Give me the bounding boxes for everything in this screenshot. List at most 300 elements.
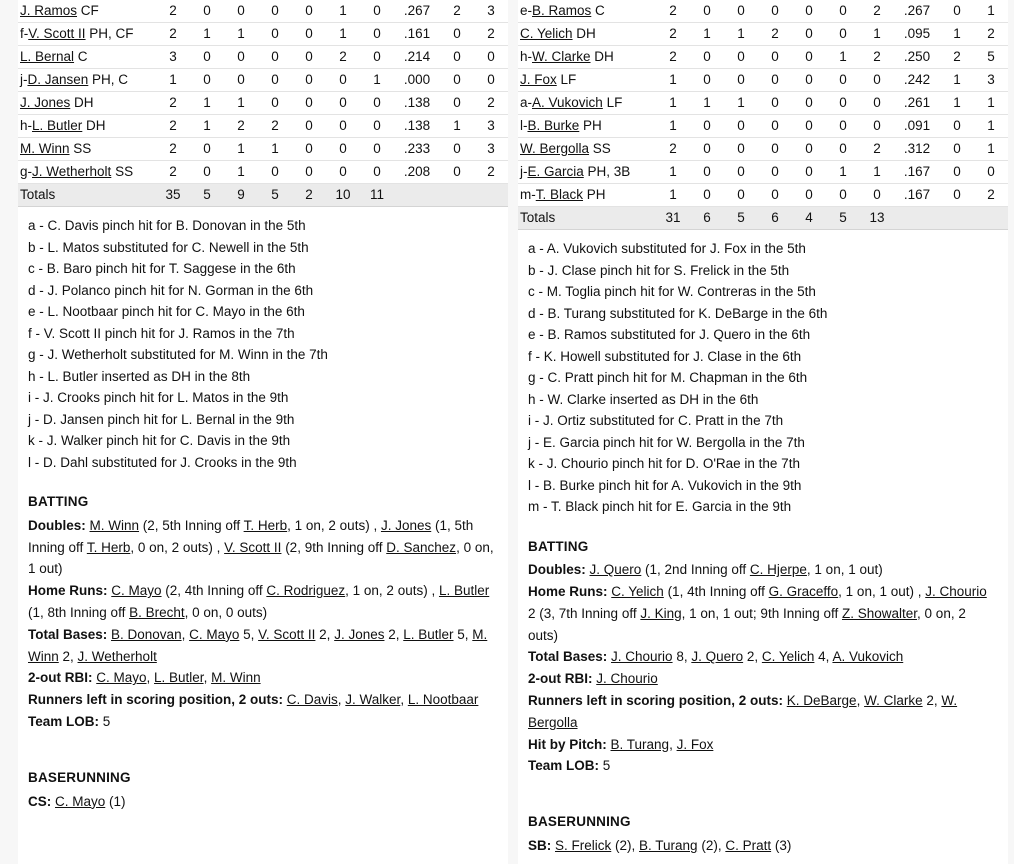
- right-batting-rows: [518, 0, 1008, 230]
- stat-cell: 1: [190, 23, 224, 46]
- stat-cell: 2: [974, 184, 1008, 207]
- stat-cell: 0: [860, 184, 894, 207]
- player-link[interactable]: T. Herb: [86, 539, 131, 555]
- totals-cell-empty: [394, 184, 440, 207]
- player-cell: [18, 92, 156, 115]
- player-link[interactable]: C. Mayo: [111, 583, 162, 599]
- totals-cell-empty: [894, 207, 940, 230]
- totals-cell: 13: [860, 207, 894, 230]
- stat-line-text: 5: [602, 758, 611, 774]
- stat-cell: 1: [974, 115, 1008, 138]
- stat-cell: 0: [724, 115, 758, 138]
- stat-cell: 0: [258, 69, 292, 92]
- stat-cell: 0: [258, 46, 292, 69]
- player-link[interactable]: J. Wetherholt: [32, 164, 112, 179]
- stat-cell: 0: [190, 46, 224, 69]
- totals-cell: 5: [826, 207, 860, 230]
- stat-cell: 1: [360, 69, 394, 92]
- stat-line-label: Hit by Pitch:: [528, 736, 611, 752]
- player-cell: [518, 161, 656, 184]
- totals-cell: 5: [190, 184, 224, 207]
- player-cell: [518, 92, 656, 115]
- stat-cell: 0: [860, 115, 894, 138]
- stat-line: [28, 515, 498, 580]
- player-position: DH: [590, 49, 614, 64]
- stat-cell: 1: [826, 46, 860, 69]
- stat-cell: 2: [156, 161, 190, 184]
- player-link[interactable]: C. Mayo: [189, 626, 240, 642]
- player-position: PH, 3B: [583, 164, 631, 179]
- table-row: [518, 23, 1008, 46]
- stat-cell: 0: [440, 46, 474, 69]
- stat-cell: 0: [292, 138, 326, 161]
- stat-cell: 0: [690, 138, 724, 161]
- stat-line-label: Home Runs:: [528, 584, 612, 600]
- player-link[interactable]: E. Garcia: [527, 164, 584, 179]
- stat-cell: 0: [224, 46, 258, 69]
- player-cell: [518, 184, 656, 207]
- stat-cell: 0: [792, 115, 826, 138]
- stat-line-label: Doubles:: [28, 517, 90, 533]
- stat-cell: 0: [792, 23, 826, 46]
- table-row: [518, 184, 1008, 207]
- player-link[interactable]: J. Jones: [334, 626, 385, 642]
- stat-cell: 0: [792, 0, 826, 23]
- substitution-note: g - J. Wetherholt substituted for M. Winn in the 7th: [28, 347, 328, 362]
- substitution-note: i - J. Crooks pinch hit for L. Matos in the 9th: [28, 390, 289, 405]
- stat-line-text: J. Chourio 8, J. Quero 2, C. Yelich 4, A. Vukovich: [611, 649, 904, 665]
- stat-cell: 0: [190, 161, 224, 184]
- stat-cell: 2: [758, 23, 792, 46]
- player-link[interactable]: W. Clarke: [532, 49, 591, 64]
- stat-line: [28, 689, 498, 711]
- player-link[interactable]: B. Brecht: [129, 604, 185, 620]
- stat-cell: 2: [860, 46, 894, 69]
- left-batting-rows: [18, 0, 508, 207]
- stat-cell: 2: [224, 115, 258, 138]
- right-substitution-notes: [518, 230, 1008, 520]
- substitution-note: j - D. Jansen pinch hit for L. Bernal in the 9th: [28, 411, 295, 427]
- stat-cell: 0: [190, 138, 224, 161]
- player-link[interactable]: J. Walker: [345, 692, 401, 708]
- player-link[interactable]: L. Bernal: [20, 49, 75, 64]
- note-letter: h-: [20, 118, 33, 133]
- table-row: [18, 115, 508, 138]
- stat-line-label: Team LOB:: [528, 758, 603, 774]
- right-baserunning-lines: [528, 835, 998, 857]
- stat-line: [28, 791, 498, 813]
- stat-cell: 2: [258, 115, 292, 138]
- stat-cell: 2: [474, 23, 508, 46]
- player-cell: [18, 0, 156, 23]
- avg-cell: .233: [394, 138, 440, 161]
- stat-cell: 1: [440, 115, 474, 138]
- stat-cell: 1: [724, 23, 758, 46]
- stat-line-label: 2-out RBI:: [528, 671, 597, 687]
- stat-cell: 0: [360, 23, 394, 46]
- stat-cell: 3: [474, 138, 508, 161]
- right-team-panel: [518, 0, 1008, 864]
- note-letter: f-: [20, 26, 29, 41]
- table-row: [518, 92, 1008, 115]
- note-letter: e-: [520, 3, 533, 18]
- stat-line: [28, 624, 498, 668]
- stat-line-text: B. Turang, J. Fox: [610, 736, 714, 752]
- player-link[interactable]: T. Herb: [243, 517, 288, 533]
- player-link[interactable]: C. Mayo: [96, 670, 147, 686]
- player-link[interactable]: M. Winn: [89, 517, 140, 533]
- stat-cell: 0: [360, 0, 394, 23]
- player-cell: [18, 69, 156, 92]
- stat-cell: 1: [724, 92, 758, 115]
- player-cell: [518, 23, 656, 46]
- stat-line: [528, 668, 998, 690]
- player-link[interactable]: J. Ramos: [20, 3, 78, 18]
- substitution-note: f - K. Howell substituted for J. Clase in the 6th: [528, 348, 802, 364]
- stat-cell: 0: [474, 46, 508, 69]
- player-position: PH: [583, 187, 606, 202]
- player-link[interactable]: J. Quero: [589, 562, 642, 578]
- stat-line: [528, 734, 998, 756]
- table-row: [518, 0, 1008, 23]
- stat-cell: 2: [156, 92, 190, 115]
- player-link[interactable]: J. Wetherholt: [77, 648, 157, 664]
- avg-cell: .091: [894, 115, 940, 138]
- stat-line: [528, 690, 998, 734]
- totals-row: [518, 207, 1008, 230]
- player-link[interactable]: J. Jones: [20, 95, 71, 110]
- player-link[interactable]: W. Bergolla: [520, 141, 590, 156]
- player-cell: [18, 23, 156, 46]
- player-link[interactable]: L. Butler: [32, 118, 83, 133]
- player-link[interactable]: A. Vukovich: [832, 649, 904, 665]
- stat-cell: 2: [156, 115, 190, 138]
- player-link[interactable]: J. Chourio: [611, 649, 673, 665]
- player-cell: [18, 138, 156, 161]
- player-link[interactable]: C. Mayo: [55, 793, 106, 809]
- stat-cell: 0: [326, 69, 360, 92]
- avg-cell: .167: [894, 184, 940, 207]
- totals-cell: 2: [292, 184, 326, 207]
- avg-cell: .312: [894, 138, 940, 161]
- stat-cell: 2: [656, 46, 690, 69]
- right-batting-heading: BATTING: [528, 538, 589, 554]
- totals-cell: 31: [656, 207, 690, 230]
- stat-cell: 3: [156, 46, 190, 69]
- substitution-note: k - J. Walker pinch hit for C. Davis in the 9th: [28, 433, 291, 448]
- stat-cell: 0: [326, 92, 360, 115]
- player-position: SS: [111, 164, 134, 179]
- stat-line: [28, 667, 498, 689]
- player-link[interactable]: W. Clarke: [864, 693, 923, 709]
- stat-cell: 2: [156, 0, 190, 23]
- totals-cell-empty: [440, 184, 474, 207]
- substitution-note: d - J. Polanco pinch hit for N. Gorman in the 6th: [28, 282, 314, 298]
- note-letter: h-: [520, 49, 533, 64]
- player-link[interactable]: B. Turang: [639, 838, 698, 854]
- stat-cell: 1: [974, 0, 1008, 23]
- stat-line-text: C. Mayo (1): [55, 793, 126, 809]
- stat-cell: 0: [940, 161, 974, 184]
- player-link[interactable]: J. Fox: [520, 72, 557, 87]
- stat-cell: 0: [326, 161, 360, 184]
- table-row: [518, 161, 1008, 184]
- player-cell: [518, 46, 656, 69]
- avg-cell: .261: [894, 92, 940, 115]
- player-link[interactable]: C. Davis: [286, 692, 338, 708]
- player-link[interactable]: J. Chourio: [596, 671, 658, 687]
- player-link[interactable]: B. Burke: [527, 118, 580, 133]
- stat-cell: 0: [360, 92, 394, 115]
- stat-cell: 0: [724, 0, 758, 23]
- stat-cell: 0: [758, 46, 792, 69]
- totals-label: Totals: [518, 207, 656, 230]
- totals-cell: 9: [224, 184, 258, 207]
- right-baserunning-heading: BASERUNNING: [528, 814, 631, 830]
- stat-cell: 0: [724, 184, 758, 207]
- stat-cell: 2: [156, 23, 190, 46]
- table-row: [18, 92, 508, 115]
- stat-cell: 0: [940, 0, 974, 23]
- player-link[interactable]: M. Winn: [20, 141, 70, 156]
- player-link[interactable]: D. Sanchez: [386, 539, 457, 555]
- right-batting-section: [518, 536, 1008, 857]
- player-link[interactable]: G. Graceffo: [768, 584, 839, 600]
- stat-cell: 0: [258, 0, 292, 23]
- stat-line-label: Total Bases:: [28, 626, 112, 642]
- stat-cell: 0: [258, 23, 292, 46]
- player-link[interactable]: D. Jansen: [27, 72, 89, 87]
- stat-cell: 0: [792, 161, 826, 184]
- player-position: C: [74, 49, 88, 64]
- player-position: PH, CF: [85, 26, 134, 41]
- stat-cell: 0: [326, 138, 360, 161]
- stat-cell: 1: [656, 184, 690, 207]
- player-link[interactable]: L. Butler: [403, 626, 454, 642]
- stat-cell: 0: [440, 92, 474, 115]
- totals-cell: 5: [258, 184, 292, 207]
- stat-cell: 0: [724, 69, 758, 92]
- stat-cell: 0: [724, 46, 758, 69]
- player-link[interactable]: J. Quero: [691, 649, 744, 665]
- player-link[interactable]: B. Turang: [610, 736, 670, 752]
- player-cell: [518, 115, 656, 138]
- substitution-note: a - A. Vukovich substituted for J. Fox in the 5th: [528, 241, 806, 256]
- stat-line-label: Runners left in scoring position, 2 outs:: [528, 693, 787, 709]
- player-link[interactable]: S. Frelick: [555, 838, 612, 854]
- avg-cell: .267: [894, 0, 940, 23]
- totals-cell: 6: [758, 207, 792, 230]
- player-link[interactable]: C. Yelich: [761, 649, 815, 665]
- stat-cell: 2: [940, 46, 974, 69]
- player-position: LF: [602, 95, 623, 110]
- stat-line-text: S. Frelick (2), B. Turang (2), C. Pratt (3): [555, 838, 792, 854]
- stat-cell: 0: [826, 184, 860, 207]
- player-link[interactable]: C. Pratt: [725, 838, 772, 854]
- stat-cell: 1: [974, 138, 1008, 161]
- player-link[interactable]: K. DeBarge: [786, 693, 857, 709]
- table-row: [18, 138, 508, 161]
- stat-cell: 0: [940, 138, 974, 161]
- left-substitution-notes: [18, 207, 508, 475]
- stat-cell: 2: [156, 138, 190, 161]
- player-link[interactable]: Z. Showalter: [842, 605, 918, 621]
- substitution-note: e - L. Nootbaar pinch hit for C. Mayo in the 6th: [28, 304, 305, 319]
- stat-cell: 0: [826, 115, 860, 138]
- stat-line: [528, 581, 998, 646]
- note-letter: m-: [520, 187, 536, 202]
- stat-cell: 0: [292, 161, 326, 184]
- stat-cell: 2: [474, 161, 508, 184]
- table-row: [18, 46, 508, 69]
- player-cell: [18, 46, 156, 69]
- player-link[interactable]: W. Bergolla: [528, 693, 958, 730]
- stat-cell: 0: [826, 138, 860, 161]
- stat-cell: 1: [156, 69, 190, 92]
- table-row: [518, 46, 1008, 69]
- stat-cell: 0: [360, 138, 394, 161]
- stat-cell: 2: [474, 92, 508, 115]
- left-team-panel: [18, 0, 508, 864]
- stat-cell: 3: [474, 115, 508, 138]
- player-link[interactable]: J. Chourio: [925, 584, 987, 600]
- stat-line: [28, 711, 498, 733]
- stat-line-text: 5: [102, 713, 111, 729]
- table-row: [518, 115, 1008, 138]
- player-link[interactable]: J. Fox: [676, 736, 714, 752]
- note-letter: a-: [520, 95, 533, 110]
- stat-line-text: M. Winn (2, 5th Inning off T. Herb, 1 on, 2 outs) , J. Jones (1, 5th Inning off T. Herb, 0 on, 2 outs) , V. Scott II (2, 9th Inning off D. Sanchez, 0 on, 1 out): [28, 517, 494, 577]
- player-link[interactable]: L. Nootbaar: [407, 692, 479, 708]
- player-position: LF: [556, 72, 577, 87]
- stat-cell: 0: [792, 184, 826, 207]
- stat-cell: 0: [224, 0, 258, 23]
- player-position: CF: [77, 3, 99, 18]
- stat-cell: 0: [690, 184, 724, 207]
- stat-cell: 1: [940, 92, 974, 115]
- player-cell: [18, 115, 156, 138]
- stat-cell: 0: [440, 69, 474, 92]
- stat-cell: 1: [690, 92, 724, 115]
- substitution-note: e - B. Ramos substituted for J. Quero in the 6th: [528, 327, 811, 342]
- stat-cell: 0: [190, 0, 224, 23]
- stat-cell: 2: [326, 46, 360, 69]
- table-row: [518, 138, 1008, 161]
- substitution-note: b - L. Matos substituted for C. Newell in the 5th: [28, 239, 309, 255]
- player-link[interactable]: C. Yelich: [611, 584, 664, 600]
- stat-cell: 0: [258, 161, 292, 184]
- stat-cell: 0: [440, 23, 474, 46]
- player-position: PH: [579, 118, 602, 133]
- stat-cell: 0: [724, 161, 758, 184]
- table-row: [18, 161, 508, 184]
- stat-cell: 0: [940, 184, 974, 207]
- player-cell: [18, 161, 156, 184]
- player-link[interactable]: M. Winn: [211, 670, 261, 686]
- avg-cell: .138: [394, 92, 440, 115]
- stat-cell: 1: [860, 161, 894, 184]
- stat-cell: 0: [758, 92, 792, 115]
- stat-cell: 0: [758, 115, 792, 138]
- stat-cell: 0: [826, 92, 860, 115]
- stat-cell: 0: [690, 69, 724, 92]
- player-link[interactable]: C. Hjerpe: [749, 562, 807, 578]
- player-position: DH: [82, 118, 106, 133]
- stat-cell: 0: [292, 115, 326, 138]
- stat-cell: 0: [190, 69, 224, 92]
- stat-cell: 0: [360, 161, 394, 184]
- player-link[interactable]: C. Yelich: [520, 26, 573, 41]
- stat-line-text: C. Mayo, L. Butler, M. Winn: [96, 670, 261, 686]
- stat-cell: 0: [860, 92, 894, 115]
- totals-cell: 10: [326, 184, 360, 207]
- player-link[interactable]: B. Ramos: [532, 3, 592, 18]
- substitution-note: h - L. Butler inserted as DH in the 8th: [28, 368, 251, 384]
- player-link[interactable]: C. Rodriguez: [266, 583, 346, 599]
- stat-line: [528, 835, 998, 857]
- substitution-note: c - M. Toglia pinch hit for W. Contreras in the 5th: [528, 284, 816, 299]
- stat-cell: 1: [656, 115, 690, 138]
- stat-cell: 0: [440, 138, 474, 161]
- player-link[interactable]: M. Winn: [28, 626, 488, 664]
- stat-cell: 0: [974, 161, 1008, 184]
- stat-cell: 1: [690, 23, 724, 46]
- player-link[interactable]: V. Scott II: [258, 626, 316, 642]
- stat-cell: 0: [826, 0, 860, 23]
- player-link[interactable]: A. Vukovich: [532, 95, 603, 110]
- stat-line-label: Team LOB:: [28, 713, 103, 729]
- stat-cell: 1: [224, 161, 258, 184]
- stat-cell: 0: [690, 161, 724, 184]
- substitution-note: d - B. Turang substituted for K. DeBarge in the 6th: [528, 305, 828, 321]
- player-position: PH, C: [88, 72, 129, 87]
- player-link[interactable]: J. King: [640, 605, 682, 621]
- note-letter: g-: [20, 164, 33, 179]
- player-link[interactable]: V. Scott II: [224, 539, 282, 555]
- stat-cell: 2: [656, 138, 690, 161]
- stat-line-text: C. Davis, J. Walker, L. Nootbaar: [286, 692, 479, 708]
- stat-line: [528, 755, 998, 777]
- player-link[interactable]: L. Butler: [154, 670, 204, 686]
- stat-cell: 1: [326, 0, 360, 23]
- stat-line: [528, 646, 998, 668]
- stat-cell: 2: [860, 0, 894, 23]
- totals-cell-empty: [940, 207, 974, 230]
- stat-cell: 0: [258, 92, 292, 115]
- substitution-note: m - T. Black pinch hit for E. Garcia in the 9th: [528, 499, 792, 514]
- player-link[interactable]: J. Jones: [380, 517, 432, 533]
- avg-cell: .167: [894, 161, 940, 184]
- player-link[interactable]: L. Butler: [438, 583, 490, 599]
- stat-cell: 1: [974, 92, 1008, 115]
- player-link[interactable]: V. Scott II: [28, 26, 86, 41]
- player-position: SS: [589, 141, 611, 156]
- stat-cell: 0: [440, 161, 474, 184]
- stat-cell: 0: [826, 23, 860, 46]
- stat-cell: 0: [690, 115, 724, 138]
- stat-line-label: SB:: [528, 838, 555, 854]
- stat-line-label: Runners left in scoring position, 2 outs:: [28, 692, 287, 708]
- stat-cell: 1: [940, 23, 974, 46]
- player-link[interactable]: B. Donovan: [111, 626, 182, 642]
- right-batting-lines: [528, 559, 998, 777]
- stat-cell: 1: [940, 69, 974, 92]
- left-baserunning-lines: [28, 791, 498, 813]
- table-row: [18, 23, 508, 46]
- avg-cell: .000: [394, 69, 440, 92]
- player-link[interactable]: T. Black: [535, 187, 584, 202]
- avg-cell: .242: [894, 69, 940, 92]
